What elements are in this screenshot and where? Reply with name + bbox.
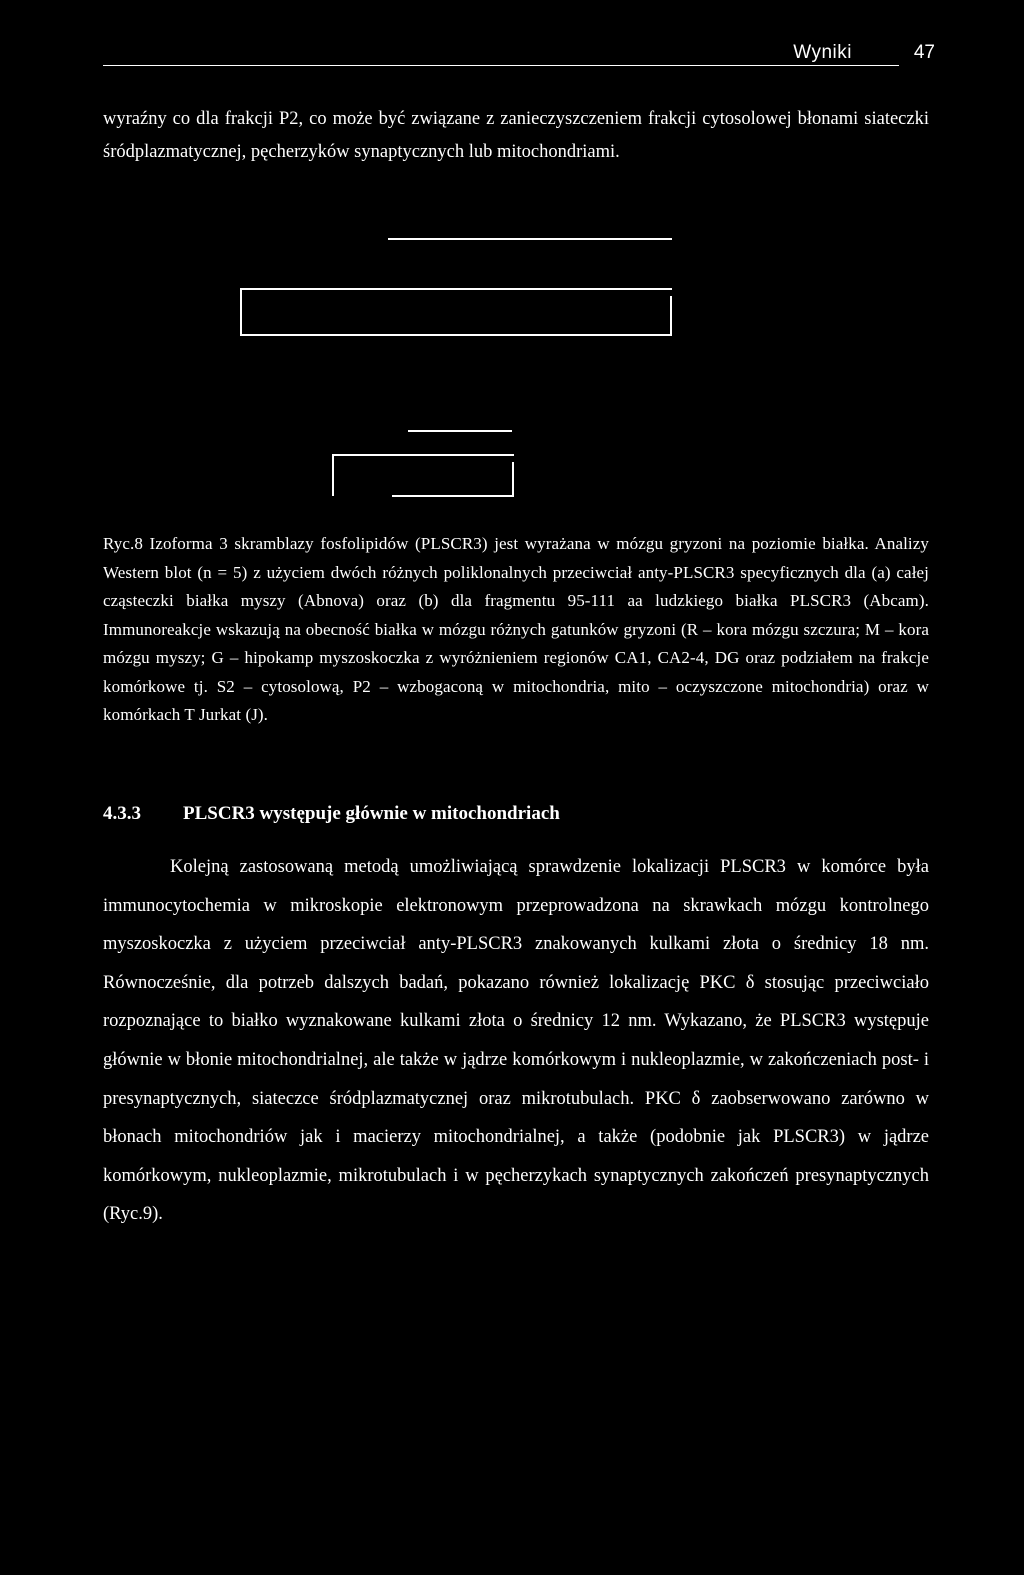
header-section-title: Wyniki — [793, 42, 852, 63]
figure-line — [332, 456, 334, 496]
figure-line — [240, 288, 672, 290]
header-rule — [103, 65, 899, 66]
body-paragraph: Kolejną zastosowaną metodą umożliwiającą sprawdzenie lokalizacji PLSCR3 w komórce była immunocytochemia w mikroskopie elektronowym przeprowadzona na skrawkach mózgu kontrolnego myszoskoczka z użyciem przeciwciał anty-PLSCR3 znakowanych kulkami złota o średnicy 18 nm. Równocześnie, dla potrzeb dalszych badań, pokazano również lokalizację PKC δ stosując przeciwciało rozpoznające to białko wyznakowane kulkami złota o średnicy 12 nm. Wykazano, że PLSCR3 występuje głównie w błonie mitochondrialnej, ale także w jądrze komórkowym i nukleoplazmie, w zakończeniach post- i presynaptycznych, siateczce śródplazmatycznej oraz mikrotubulach. PKC δ zaobserwowano zarówno w błonach mitochondriów jak i macierzy mitochondrialnej, a także (podobnie jak PLSCR3) w jądrze komórkowym, nukleoplazmie, mikrotubulach i w pęcherzykach synaptycznych zakończeń presynaptycznych (Ryc.9). — [103, 857, 929, 1225]
section-heading — [103, 800, 560, 828]
figure-line — [388, 238, 672, 240]
section-title: PLSCR3 występuje głównie w mitochondriach — [183, 803, 560, 824]
figure-line — [408, 430, 512, 432]
page-header — [103, 40, 935, 72]
figure-line — [240, 334, 672, 336]
figure-line — [392, 495, 514, 497]
western-blot-figure — [240, 230, 680, 510]
figure-line — [240, 290, 242, 334]
figure-line — [512, 462, 514, 496]
figure-caption: Ryc.8 Izoforma 3 skramblazy fosfolipidów (PLSCR3) jest wyrażana w mózgu gryzoni na poziomie białka. Analizy Western blot (n = 5) z użyciem dwóch różnych poliklonalnych przeciwciał anty-PLSCR3 specyficznych dla (a) całej cząsteczki białka myszy (Abnova) oraz (b) dla fragmentu 95-111 aa ludzkiego białka PLSCR3 (Abcam). Immunoreakcje wskazują na obecność białka w mózgu różnych gatunków gryzoni (R – kora mózgu szczura; M – kora mózgu myszy; G – hipokamp myszoskoczka z wyróżnieniem regionów CA1, CA2-4, DG oraz podziałem na frakcje komórkowe tj. S2 – cytosolową, P2 – wzbogaconą w mitochondria, mito – oczyszczone mitochondria) oraz w komórkach T Jurkat (J). — [103, 534, 929, 724]
section-number: 4.3.3 — [103, 803, 141, 824]
intro-paragraph: wyraźny co dla frakcji P2, co może być związane z zanieczyszczeniem frakcji cytosolowej błonami siateczki śródplazmatycznej, pęcherzyków synaptycznych lub mitochondriami. — [103, 109, 929, 162]
page-number: 47 — [913, 42, 935, 63]
figure-line — [332, 454, 514, 456]
figure-line — [670, 296, 672, 336]
